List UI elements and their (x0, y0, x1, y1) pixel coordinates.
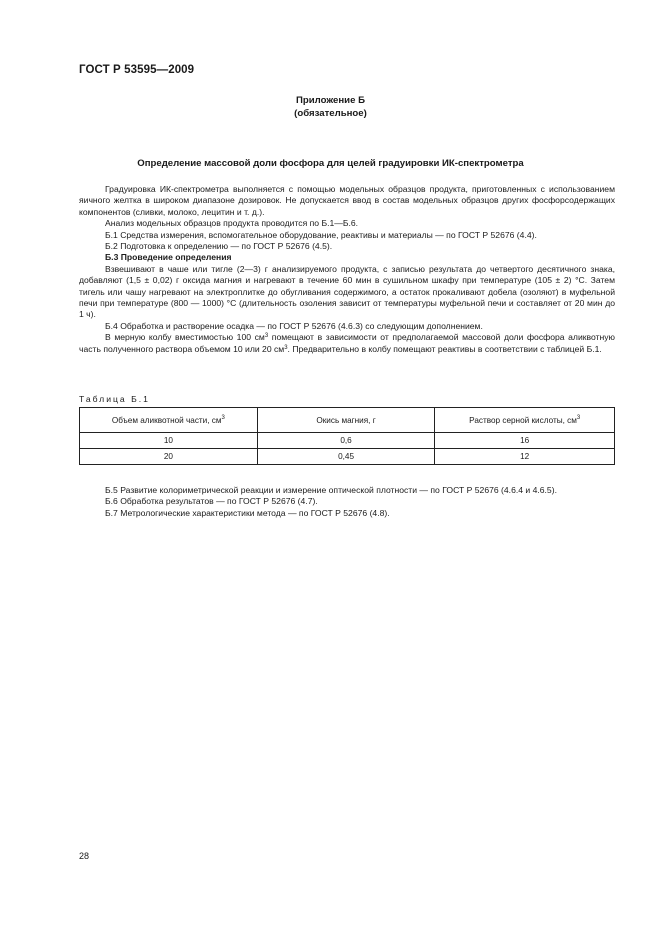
flask-text-2: помещают в зависимости от предполагаемой массовой доли фосфора аликвотную часть полученного раствора объемом 10 или 20 см (79, 332, 615, 354)
header-text: Объем аликвотной части, см (111, 415, 222, 425)
table-cell: 0,6 (257, 433, 435, 449)
table-caption: Таблица Б.1 (79, 394, 150, 404)
paragraph-intro: Градуировка ИК-спектрометра выполняется с помощью модельных образцов продукта, приготовленных с использованием яичного желтка в широком диапазоне дозировок. Не допускается ввод в состав модельных образцов других фосфорсодержащих компонентов (сливки, молоко, лецитин и т. д.). (79, 184, 615, 217)
body-text (79, 184, 615, 355)
flask-text-1: В мерную колбу вместимостью 100 см (105, 332, 265, 343)
table-cell: 12 (435, 449, 615, 465)
paragraph-b6: Б.6 Обработка результатов — по ГОСТ Р 52676 (4.7). (105, 496, 318, 507)
header-magnesium-oxide (257, 408, 435, 433)
table-header-row (80, 408, 615, 433)
flask-sup-1: 3 (264, 333, 269, 340)
annex-status: (обязательное) (294, 108, 367, 119)
header-sulfuric-acid (435, 408, 615, 433)
table-cell: 10 (80, 433, 258, 449)
table-row (80, 433, 615, 449)
header-aliquot-volume (80, 408, 258, 433)
flask-text-3: . Предварительно в колбу помещают реактивы в соответствии с таблицей Б.1. (287, 343, 602, 354)
paragraph-b1: Б.1 Средства измерения, вспомогательное оборудование, реактивы и материалы — по ГОСТ Р 52676 (4.4). (105, 229, 537, 240)
table-cell: 20 (80, 449, 258, 465)
paragraph-flask (79, 332, 615, 355)
header-text: Раствор серной кислоты, см (469, 415, 577, 425)
paragraph-b3-procedure: Взвешивают в чаше или тигле (2—3) г анализируемого продукта, с записью результата до четвертого десятичного знака, добавляют (1,5 ± 0,02) г оксида магния и нагревают в течение 60 мин в сушильном шкафу при температуре (105 ± 2) °С. Затем тигель или чашу нагревают на электроплитке до обугливания содержимого, а остаток прокаливают добела (озоляют) в муфельной печи при температуре (800 — 1000) °С (длительность озоления зависит от температуры муфельной печи и составляет от 20 мин до 1 ч). (79, 263, 615, 320)
page-number: 28 (79, 851, 90, 861)
paragraph-b5: Б.5 Развитие колориметрической реакции и измерение оптической плотности — по ГОСТ Р 52676 (4.6.4 и 4.6.5). (105, 485, 557, 495)
table-cell: 0,45 (257, 449, 435, 465)
paragraph-b3-heading: Б.3 Проведение определения (105, 252, 232, 263)
section-title: Определение массовой доли фосфора для целей градуировки ИК-спектрометра (137, 158, 524, 169)
header-sup: 3 (221, 414, 225, 421)
annex-title: Приложение Б (296, 95, 365, 106)
header-sup: 3 (576, 414, 581, 421)
standard-code: ГОСТ Р 53595—2009 (79, 64, 195, 76)
table-cell: 16 (435, 433, 615, 449)
paragraph-b4: Б.4 Обработка и растворение осадка — по ГОСТ Р 52676 (4.6.3) со следующим дополнением. (105, 320, 483, 331)
paragraph-analysis: Анализ модельных образцов продукта проводится по Б.1—Б.6. (105, 218, 359, 229)
tail-text (79, 485, 615, 519)
table-row (80, 449, 615, 465)
paragraph-b2: Б.2 Подготовка к определению — по ГОСТ Р 52676 (4.5). (105, 241, 333, 252)
paragraph-b7: Б.7 Метрологические характеристики метода — по ГОСТ Р 52676 (4.8). (105, 507, 390, 518)
reagents-table (79, 407, 615, 465)
flask-sup-2: 3 (284, 344, 288, 351)
header-text: Окись магния, г (316, 415, 376, 425)
